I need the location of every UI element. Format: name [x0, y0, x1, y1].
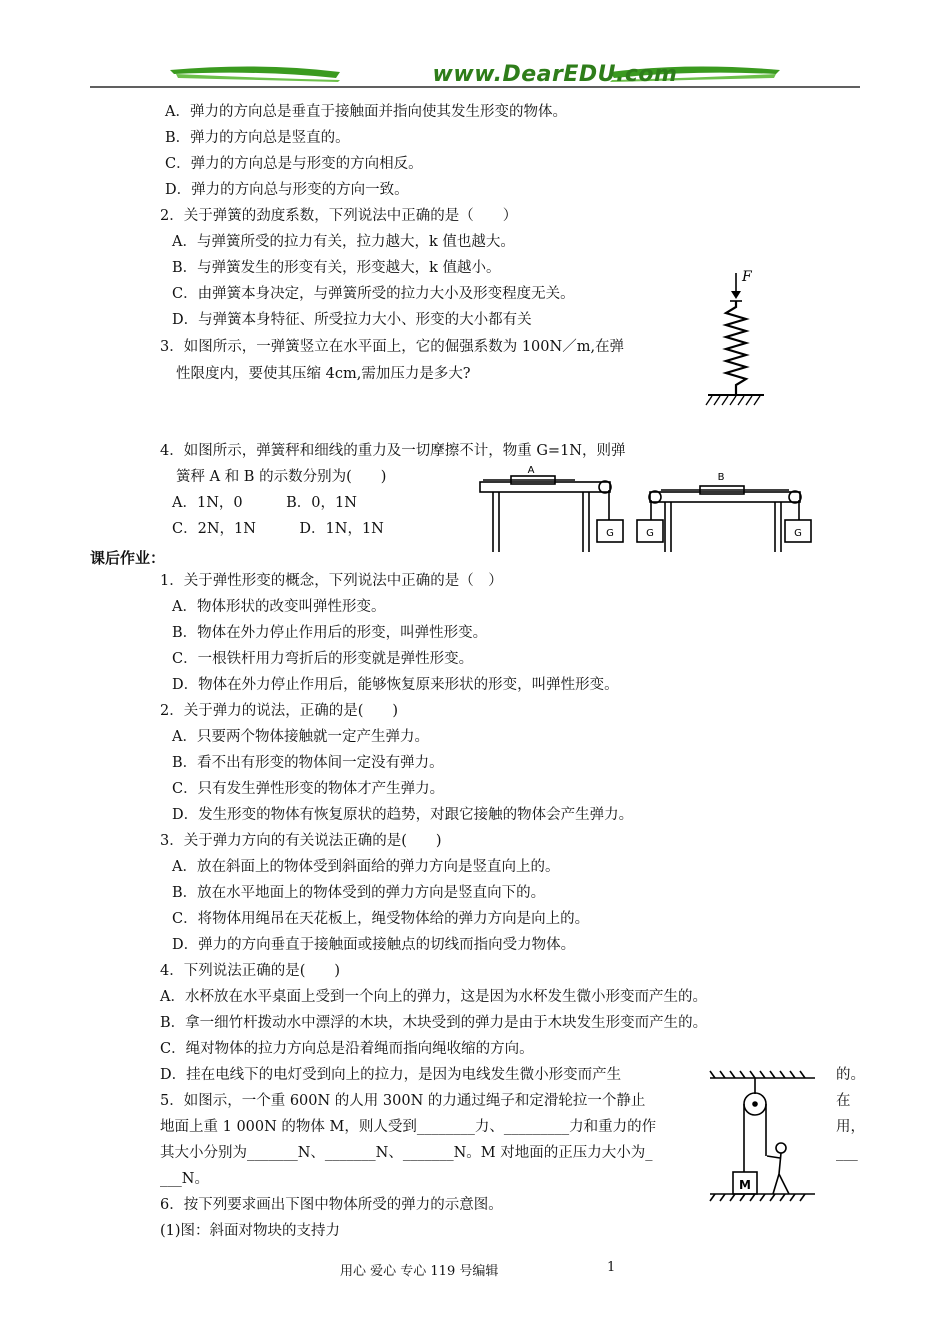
block-m-label: M	[739, 1178, 751, 1192]
spring-scale-figure	[475, 462, 815, 554]
scale-b-label: B	[717, 472, 725, 483]
weight-label-3: G	[794, 528, 802, 539]
hw-q4-option-b: B．拿一细竹杆拨动水中漂浮的木块，木块受到的弹力是由于木块发生形变而产生的。	[160, 1015, 708, 1031]
question-3: 3．如图所示，一弹簧竖立在水平面上，它的倔强系数为 100N／m,在弹	[160, 339, 625, 355]
wrap-fragment-1: 的。	[836, 1067, 865, 1083]
hw-question-2: 2．关于弹力的说法，正确的是( )	[160, 703, 399, 719]
hw-question-5: 5．如图示，一个重 600N 的人用 300N 的力通过绳子和定滑轮拉一个静止	[160, 1093, 646, 1109]
weight-label-1: G	[606, 528, 614, 539]
hw-q6-part-1: (1)图：斜面对物块的支持力	[160, 1223, 341, 1239]
wrap-fragment-3: 用，	[836, 1119, 865, 1135]
q4-options-cd: C．2N，1N D．1N，1N	[172, 521, 384, 537]
question-4: 4．如图所示，弹簧秤和细线的重力及一切摩擦不计，物重 G=1N，则弹	[160, 443, 626, 459]
hw-question-3: 3．关于弹力方向的有关说法正确的是( )	[160, 833, 442, 849]
hw-q4-option-a: A．水杯放在水平桌面上受到一个向上的弹力，这是因为水杯发生微小形变而产生的。	[160, 989, 707, 1005]
hw-q3-option-a: A．放在斜面上的物体受到斜面给的弹力方向是竖直向上的。	[172, 859, 560, 875]
q2-option-c: C．由弹簧本身决定，与弹簧所受的拉力大小及形变程度无关。	[172, 286, 575, 302]
hw-question-4: 4．下列说法正确的是( )	[160, 963, 341, 979]
question-3-cont: 性限度内，要使其压缩 4cm,需加压力是多大?	[176, 366, 471, 382]
wrap-fragment-4: ___	[836, 1145, 858, 1161]
hw-q3-option-b: B．放在水平地面上的物体受到的弹力方向是竖直向下的。	[172, 885, 546, 901]
hw-q2-option-b: B．看不出有形变的物体间一定没有弹力。	[172, 755, 444, 771]
hw-q1-option-c: C．一根铁杆用力弯折后的形变就是弹性形变。	[172, 651, 474, 667]
weight-label-2: G	[646, 528, 654, 539]
hw-q2-option-d: D．发生形变的物体有恢复原状的趋势，对跟它接触的物体会产生弹力。	[172, 807, 634, 823]
q2-option-d: D．与弹簧本身特征、所受拉力大小、形变的大小都有关	[172, 312, 532, 328]
scale-a-label: A	[527, 465, 535, 476]
hw-question-5-cont-3: ___N。	[160, 1171, 209, 1187]
hw-q1-option-b: B．物体在外力停止作用后的形变，叫弹性形变。	[172, 625, 488, 641]
force-label: F	[742, 269, 752, 285]
section-title: 课后作业：	[90, 549, 166, 567]
hw-question-5-cont-2: 其大小分别为_______N、_______N、_______N。M 对地面的正压力大小为_	[160, 1145, 653, 1161]
footer-text: 用心 爱心 专心 119 号编辑	[340, 1264, 499, 1279]
hw-q2-option-c: C．只有发生弹性形变的物体才产生弹力。	[172, 781, 445, 797]
hw-question-5-cont-1: 地面上重 1 000N 的物体 M，则人受到________力、_________力和重力的作	[160, 1119, 657, 1135]
site-url: www.DearEDU.com	[432, 62, 678, 87]
header-banner	[90, 58, 860, 92]
hw-question-6: 6．按下列要求画出下图中物体所受的弹力的示意图。	[160, 1197, 503, 1213]
option-a: A．弹力的方向总是垂直于接触面并指向使其发生形变的物体。	[165, 104, 567, 120]
question-4-cont: 簧秤 A 和 B 的示数分别为( )	[176, 469, 387, 485]
hw-q4-option-c: C．绳对物体的拉力方向总是沿着绳而指向绳收缩的方向。	[160, 1041, 534, 1057]
hw-q3-option-c: C．将物体用绳吊在天花板上，绳受物体给的弹力方向是向上的。	[172, 911, 590, 927]
hw-q2-option-a: A．只要两个物体接触就一定产生弹力。	[172, 729, 429, 745]
q4-options-ab: A．1N，0 B．0，1N	[172, 495, 357, 511]
option-d: D．弹力的方向总与形变的方向一致。	[165, 182, 409, 198]
hw-q4-option-d: D．挂在电线下的电灯受到向上的拉力，是因为电线发生微小形变而产生	[160, 1067, 622, 1083]
option-c: C．弹力的方向总是与形变的方向相反。	[165, 156, 423, 172]
question-2: 2．关于弹簧的劲度系数，下列说法中正确的是（ ）	[160, 208, 518, 224]
page-number: 1	[607, 1260, 616, 1275]
option-b: B．弹力的方向总是竖直的。	[165, 130, 350, 146]
hw-q3-option-d: D．弹力的方向垂直于接触面或接触点的切线而指向受力物体。	[172, 937, 576, 953]
wrap-fragment-2: 在	[836, 1093, 851, 1109]
hw-question-1: 1．关于弹性形变的概念，下列说法中正确的是（ ）	[160, 573, 503, 589]
hw-q1-option-a: A．物体形状的改变叫弹性形变。	[172, 599, 386, 615]
pulley-figure	[705, 1068, 825, 1208]
q2-option-a: A．与弹簧所受的拉力有关，拉力越大，k 值也越大。	[172, 234, 515, 250]
hw-q1-option-d: D．物体在外力停止作用后，能够恢复原来形状的形变，叫弹性形变。	[172, 677, 619, 693]
spring-figure	[700, 265, 780, 430]
q2-option-b: B．与弹簧发生的形变有关，形变越大，k 值越小。	[172, 260, 501, 276]
